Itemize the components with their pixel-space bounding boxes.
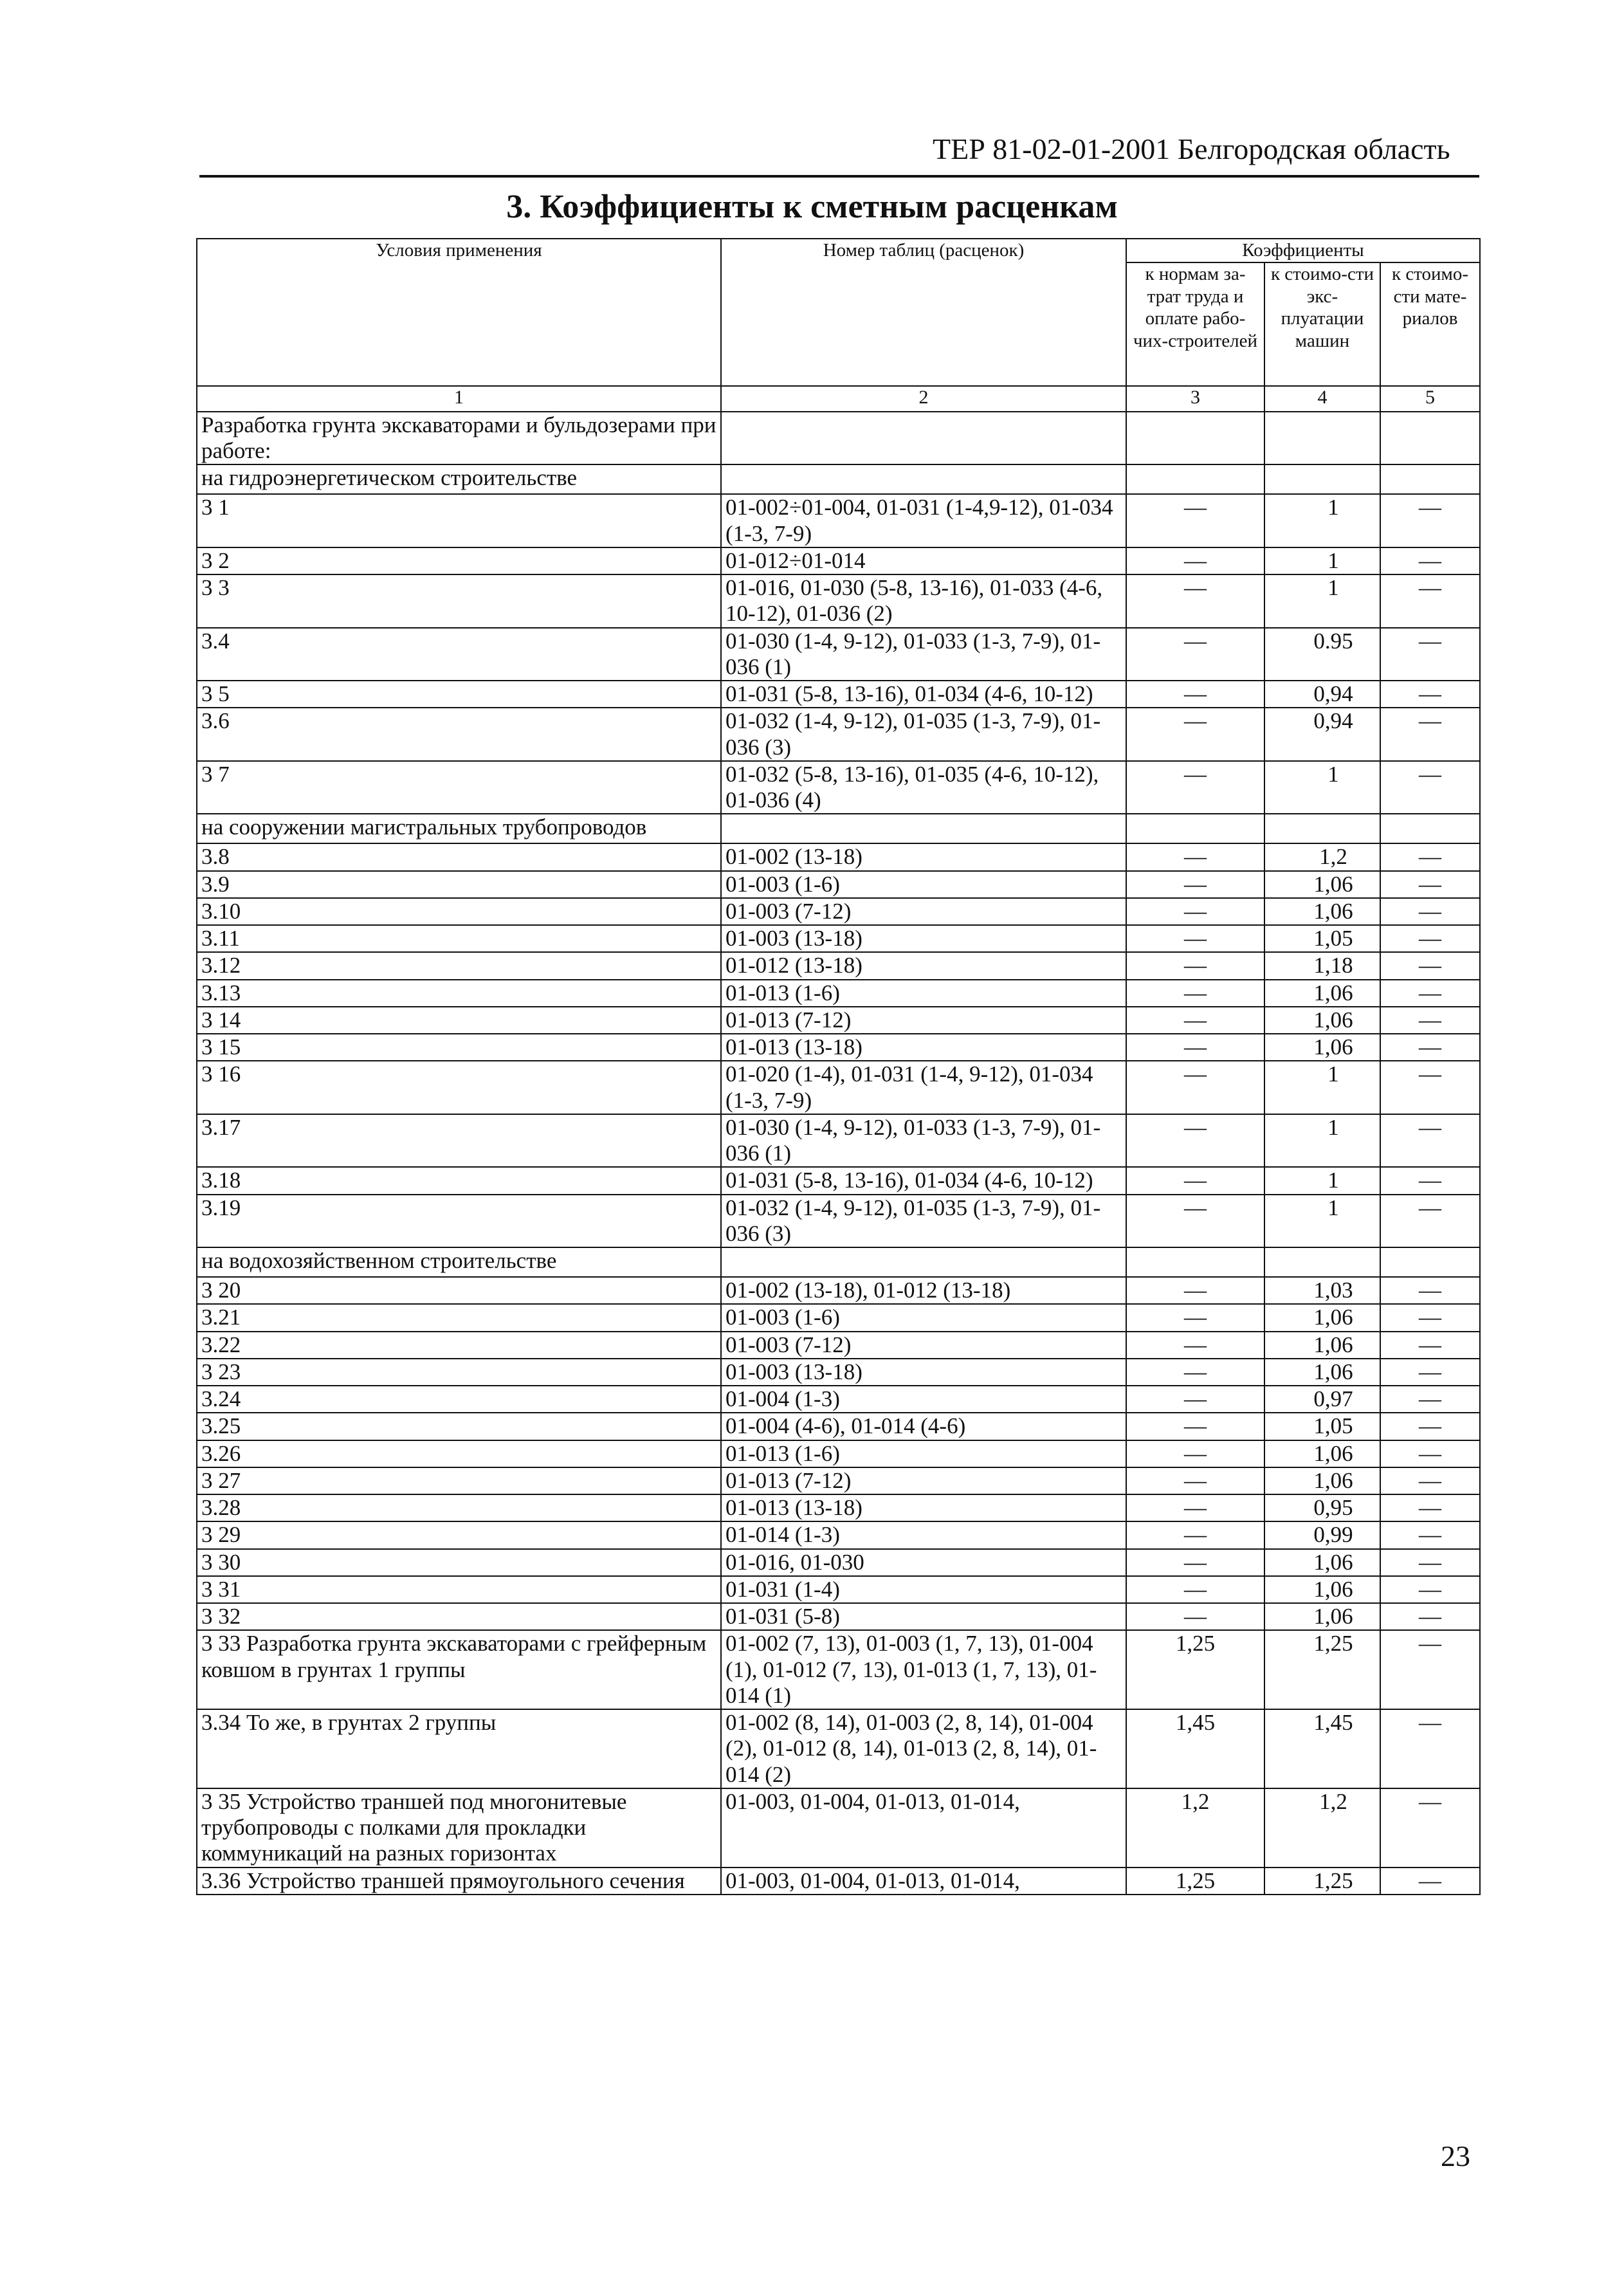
table-row [197,1332,1480,1359]
table-row [197,1603,1480,1630]
machine-coefficient-cell: 0.95 [1264,628,1380,681]
table-number-cell: 01-032 (5-8, 13-16), 01-035 (4-6, 10-12), 01-036 (4) [721,761,1126,814]
machine-coefficient-cell: 1,05 [1264,925,1380,952]
machine-coefficient-cell: 0,97 [1264,1386,1380,1413]
machine-coefficient-cell: 1,06 [1264,1549,1380,1576]
machine-coefficient-cell: 1 [1264,1061,1380,1114]
table-number-cell: 01-004 (1-3) [721,1386,1126,1413]
machine-coefficient-cell: 1,25 [1264,1868,1380,1895]
document-header: ТЕР 81-02-01-2001 Белгородская область [933,133,1450,165]
table-row [197,761,1480,814]
table-row [197,1061,1480,1114]
labor-coefficient-cell: 1,45 [1126,1709,1264,1788]
condition-cell: 3 16 [197,1061,721,1114]
column-number: 3 [1126,386,1264,412]
condition-cell: 3.28 [197,1494,721,1521]
condition-cell: на сооружении магистральных трубопроводов [197,814,721,843]
condition-cell: 3 20 [197,1277,721,1304]
condition-cell: 3 14 [197,1007,721,1034]
table-number-cell [721,1247,1126,1277]
machine-coefficient-cell: 1,06 [1264,1332,1380,1359]
table-row [197,681,1480,708]
materials-coefficient-cell: — [1380,681,1480,708]
condition-cell: 3.9 [197,871,721,898]
table-number-cell: 01-031 (1-4) [721,1576,1126,1603]
table-row [197,1868,1480,1895]
labor-coefficient-cell: — [1126,1167,1264,1194]
table-number-cell: 01-031 (5-8, 13-16), 01-034 (4-6, 10-12) [721,1167,1126,1194]
labor-coefficient-cell: — [1126,1549,1264,1576]
table-number-cell: 01-012 (13-18) [721,952,1126,979]
table-row [197,898,1480,925]
materials-coefficient-cell: — [1380,1114,1480,1168]
materials-coefficient-cell: — [1380,1788,1480,1868]
machine-coefficient-cell: 1,06 [1264,1440,1380,1467]
labor-coefficient-cell [1126,412,1264,465]
machine-coefficient-cell: 1,06 [1264,1007,1380,1034]
labor-coefficient-cell: — [1126,952,1264,979]
table-row [197,1494,1480,1521]
materials-coefficient-cell: — [1380,1386,1480,1413]
table-number-cell: 01-003 (1-6) [721,871,1126,898]
labor-coefficient-cell [1126,814,1264,843]
materials-coefficient-cell: — [1380,1195,1480,1248]
condition-cell: 3.8 [197,843,721,870]
labor-coefficient-cell: — [1126,1304,1264,1331]
labor-coefficient-cell: — [1126,1467,1264,1494]
labor-coefficient-cell: — [1126,1603,1264,1630]
condition-cell: 3 7 [197,761,721,814]
materials-coefficient-cell: — [1380,1630,1480,1709]
machine-coefficient-cell: 1 [1264,761,1380,814]
table-number-cell: 01-016, 01-030 (5-8, 13-16), 01-033 (4-6, 10-12), 01-036 (2) [721,574,1126,628]
table-row [197,464,1480,494]
table-row [197,547,1480,574]
table-row [197,1788,1480,1868]
labor-coefficient-cell: — [1126,925,1264,952]
condition-cell: Разработка грунта экскаваторами и бульдозерами при работе: [197,412,721,465]
condition-cell: 3 5 [197,681,721,708]
condition-cell: 3.17 [197,1114,721,1168]
table-number-cell: 01-002 (13-18), 01-012 (13-18) [721,1277,1126,1304]
labor-coefficient-cell: — [1126,898,1264,925]
column-number-row [197,386,1480,412]
condition-cell: 3.24 [197,1386,721,1413]
labor-coefficient-cell: — [1126,547,1264,574]
labor-coefficient-cell: — [1126,1332,1264,1359]
table-number-cell: 01-014 (1-3) [721,1521,1126,1548]
table-row [197,925,1480,952]
materials-coefficient-cell: — [1380,1359,1480,1386]
labor-coefficient-cell: 1,25 [1126,1868,1264,1895]
table-number-cell: 01-002 (8, 14), 01-003 (2, 8, 14), 01-004 (2), 01-012 (8, 14), 01-013 (2, 8, 14), 01-014 (2) [721,1709,1126,1788]
materials-coefficient-cell: — [1380,547,1480,574]
section-title: 3. Коэффициенты к сметным расценкам [506,188,1118,225]
table-row [197,1304,1480,1331]
table-number-cell: 01-003 (13-18) [721,1359,1126,1386]
table-number-cell: 01-013 (7-12) [721,1007,1126,1034]
machine-coefficient-cell: 0,94 [1264,708,1380,761]
table-number-cell: 01-032 (1-4, 9-12), 01-035 (1-3, 7-9), 01-036 (3) [721,1195,1126,1248]
table-number-cell: 01-003 (7-12) [721,1332,1126,1359]
table-row [197,952,1480,979]
condition-cell: 3.36 Устройство траншей прямоугольного сечения [197,1868,721,1895]
materials-coefficient-cell: — [1380,898,1480,925]
table-row [197,1630,1480,1709]
table-number-cell: 01-020 (1-4), 01-031 (1-4, 9-12), 01-034 (1-3, 7-9) [721,1061,1126,1114]
table-number-cell: 01-013 (1-6) [721,980,1126,1007]
condition-cell: 3 3 [197,574,721,628]
condition-cell: на гидроэнергетическом строительстве [197,464,721,494]
table-number-cell [721,814,1126,843]
table-row [197,871,1480,898]
machine-coefficient-cell: 1,18 [1264,952,1380,979]
condition-cell: 3 27 [197,1467,721,1494]
labor-coefficient-cell: — [1126,843,1264,870]
table-body [197,412,1480,1895]
labor-coefficient-cell: — [1126,1277,1264,1304]
condition-cell: 3.12 [197,952,721,979]
machine-coefficient-cell: 1,45 [1264,1709,1380,1788]
table-row [197,1521,1480,1548]
materials-coefficient-cell: — [1380,761,1480,814]
machine-coefficient-cell: 1,06 [1264,1603,1380,1630]
materials-coefficient-cell: — [1380,1034,1480,1061]
machine-coefficient-cell: 1,06 [1264,1034,1380,1061]
table-row [197,1114,1480,1168]
labor-coefficient-cell: — [1126,1007,1264,1034]
table-row [197,980,1480,1007]
table-number-cell: 01-003 (1-6) [721,1304,1126,1331]
materials-coefficient-cell: — [1380,1521,1480,1548]
condition-cell: 3.21 [197,1304,721,1331]
table-number-cell: 01-003 (13-18) [721,925,1126,952]
labor-coefficient-cell [1126,464,1264,494]
machine-coefficient-cell [1264,814,1380,843]
machine-coefficient-cell: 1,25 [1264,1630,1380,1709]
machine-coefficient-cell [1264,412,1380,465]
table-number-cell: 01-004 (4-6), 01-014 (4-6) [721,1413,1126,1440]
labor-coefficient-cell: — [1126,574,1264,628]
table-row [197,1359,1480,1386]
machine-coefficient-cell: 1 [1264,1167,1380,1194]
table-row [197,1549,1480,1576]
table-number-cell: 01-030 (1-4, 9-12), 01-033 (1-3, 7-9), 01-036 (1) [721,1114,1126,1168]
materials-coefficient-cell: — [1380,925,1480,952]
machine-coefficient-cell: 1,2 [1264,843,1380,870]
materials-coefficient-cell: — [1380,1277,1480,1304]
labor-coefficient-cell: — [1126,1359,1264,1386]
machine-coefficient-cell [1264,464,1380,494]
condition-cell: 3 35 Устройство траншей под многонитевые трубопроводы с полками для прокладки коммуникаций на разных горизонтах [197,1788,721,1868]
machine-coefficient-cell: 1,06 [1264,898,1380,925]
table-row [197,708,1480,761]
table-number-cell: 01-003, 01-004, 01-013, 01-014, [721,1788,1126,1868]
labor-coefficient-cell: — [1126,1413,1264,1440]
machine-coefficient-cell: 1 [1264,494,1380,547]
labor-coefficient-cell: — [1126,1576,1264,1603]
header-labor-coefficient: к нормам за-трат труда и оплате рабо-чих-строителей [1126,262,1264,386]
labor-coefficient-cell: — [1126,708,1264,761]
machine-coefficient-cell: 0,94 [1264,681,1380,708]
labor-coefficient-cell: — [1126,871,1264,898]
materials-coefficient-cell: — [1380,1332,1480,1359]
machine-coefficient-cell: 1 [1264,547,1380,574]
materials-coefficient-cell: — [1380,843,1480,870]
condition-cell: 3 23 [197,1359,721,1386]
machine-coefficient-cell: 1,06 [1264,1467,1380,1494]
condition-cell: 3 31 [197,1576,721,1603]
column-number: 5 [1380,386,1480,412]
column-number: 4 [1264,386,1380,412]
materials-coefficient-cell: — [1380,1440,1480,1467]
labor-coefficient-cell: — [1126,980,1264,1007]
materials-coefficient-cell: — [1380,1549,1480,1576]
materials-coefficient-cell [1380,464,1480,494]
table-number-cell: 01-013 (13-18) [721,1494,1126,1521]
header-conditions: Условия применения [197,239,721,386]
machine-coefficient-cell: 1,05 [1264,1413,1380,1440]
table-number-cell: 01-031 (5-8, 13-16), 01-034 (4-6, 10-12) [721,681,1126,708]
header-coefficients-group: Коэффициенты [1126,239,1480,262]
table-row [197,1467,1480,1494]
machine-coefficient-cell: 1,06 [1264,980,1380,1007]
machine-coefficient-cell: 1 [1264,1114,1380,1168]
condition-cell: 3 29 [197,1521,721,1548]
table-row [197,1034,1480,1061]
labor-coefficient-cell: — [1126,494,1264,547]
materials-coefficient-cell: — [1380,1467,1480,1494]
labor-coefficient-cell: — [1126,1034,1264,1061]
materials-coefficient-cell: — [1380,1868,1480,1895]
table-row [197,1195,1480,1248]
machine-coefficient-cell: 1,03 [1264,1277,1380,1304]
machine-coefficient-cell: 1,2 [1264,1788,1380,1868]
labor-coefficient-cell: 1,2 [1126,1788,1264,1868]
condition-cell: 3 1 [197,494,721,547]
table-number-cell: 01-013 (1-6) [721,1440,1126,1467]
condition-cell: 3.18 [197,1167,721,1194]
page-number: 23 [1441,2140,1470,2172]
table-number-cell: 01-002 (13-18) [721,843,1126,870]
labor-coefficient-cell: — [1126,1521,1264,1548]
labor-coefficient-cell: — [1126,1195,1264,1248]
condition-cell: 3 33 Разработка грунта экскаваторами с грейферным ковшом в грунтах 1 группы [197,1630,721,1709]
condition-cell: 3.26 [197,1440,721,1467]
header-rule [199,175,1479,178]
coefficients-table [196,238,1481,1895]
table-row [197,1709,1480,1788]
column-number: 2 [721,386,1126,412]
labor-coefficient-cell: — [1126,628,1264,681]
condition-cell: 3 15 [197,1034,721,1061]
condition-cell: 3.34 То же, в грунтах 2 группы [197,1709,721,1788]
table-row [197,843,1480,870]
column-number: 1 [197,386,721,412]
materials-coefficient-cell: — [1380,1576,1480,1603]
condition-cell: 3 2 [197,547,721,574]
table-number-cell: 01-002÷01-004, 01-031 (1-4,9-12), 01-034 (1-3, 7-9) [721,494,1126,547]
labor-coefficient-cell: — [1126,1114,1264,1168]
table-row [197,574,1480,628]
labor-coefficient-cell [1126,1247,1264,1277]
table-row [197,1247,1480,1277]
condition-cell: 3.22 [197,1332,721,1359]
labor-coefficient-cell: — [1126,1494,1264,1521]
machine-coefficient-cell: 1,06 [1264,1304,1380,1331]
table-row [197,814,1480,843]
machine-coefficient-cell: 1 [1264,1195,1380,1248]
table-row [197,1007,1480,1034]
condition-cell: 3.13 [197,980,721,1007]
header-materials-coefficient: к стоимо-сти мате-риалов [1380,262,1480,386]
condition-cell: 3.4 [197,628,721,681]
machine-coefficient-cell: 0,95 [1264,1494,1380,1521]
condition-cell: 3 32 [197,1603,721,1630]
header-machine-coefficient: к стоимо-сти экс-плуатации машин [1264,262,1380,386]
condition-cell: на водохозяйственном строительстве [197,1247,721,1277]
table-row [197,628,1480,681]
materials-coefficient-cell: — [1380,1494,1480,1521]
table-row [197,1413,1480,1440]
table-number-cell: 01-032 (1-4, 9-12), 01-035 (1-3, 7-9), 01-036 (3) [721,708,1126,761]
labor-coefficient-cell: — [1126,761,1264,814]
materials-coefficient-cell: — [1380,1413,1480,1440]
table-row [197,1440,1480,1467]
table-number-cell [721,464,1126,494]
machine-coefficient-cell [1264,1247,1380,1277]
table-number-cell: 01-030 (1-4, 9-12), 01-033 (1-3, 7-9), 01-036 (1) [721,628,1126,681]
materials-coefficient-cell: — [1380,494,1480,547]
table-number-cell: 01-013 (13-18) [721,1034,1126,1061]
materials-coefficient-cell: — [1380,1007,1480,1034]
table-number-cell [721,412,1126,465]
condition-cell: 3.11 [197,925,721,952]
table-number-cell: 01-016, 01-030 [721,1549,1126,1576]
machine-coefficient-cell: 0,99 [1264,1521,1380,1548]
table-number-cell: 01-013 (7-12) [721,1467,1126,1494]
condition-cell: 3.6 [197,708,721,761]
machine-coefficient-cell: 1,06 [1264,1359,1380,1386]
materials-coefficient-cell: — [1380,1061,1480,1114]
materials-coefficient-cell: — [1380,952,1480,979]
materials-coefficient-cell: — [1380,574,1480,628]
machine-coefficient-cell: 1 [1264,574,1380,628]
materials-coefficient-cell: — [1380,1709,1480,1788]
condition-cell: 3.10 [197,898,721,925]
materials-coefficient-cell: — [1380,628,1480,681]
labor-coefficient-cell: — [1126,1061,1264,1114]
machine-coefficient-cell: 1,06 [1264,871,1380,898]
labor-coefficient-cell: 1,25 [1126,1630,1264,1709]
materials-coefficient-cell: — [1380,708,1480,761]
condition-cell: 3.25 [197,1413,721,1440]
table-row [197,1277,1480,1304]
labor-coefficient-cell: — [1126,1386,1264,1413]
machine-coefficient-cell: 1,06 [1264,1576,1380,1603]
materials-coefficient-cell: — [1380,1167,1480,1194]
materials-coefficient-cell: — [1380,871,1480,898]
table-number-cell: 01-002 (7, 13), 01-003 (1, 7, 13), 01-004 (1), 01-012 (7, 13), 01-013 (1, 7, 13), 01-014 (1) [721,1630,1126,1709]
labor-coefficient-cell: — [1126,681,1264,708]
header-table-numbers: Номер таблиц (расценок) [721,239,1126,386]
labor-coefficient-cell: — [1126,1440,1264,1467]
materials-coefficient-cell [1380,412,1480,465]
condition-cell: 3 30 [197,1549,721,1576]
table-row [197,1576,1480,1603]
table-number-cell: 01-031 (5-8) [721,1603,1126,1630]
materials-coefficient-cell [1380,814,1480,843]
table-row [197,1167,1480,1194]
table-row [197,494,1480,547]
materials-coefficient-cell: — [1380,980,1480,1007]
table-number-cell: 01-012÷01-014 [721,547,1126,574]
table-row [197,412,1480,465]
materials-coefficient-cell [1380,1247,1480,1277]
table-number-cell: 01-003, 01-004, 01-013, 01-014, [721,1868,1126,1895]
condition-cell: 3.19 [197,1195,721,1248]
table-row [197,1386,1480,1413]
table-number-cell: 01-003 (7-12) [721,898,1126,925]
materials-coefficient-cell: — [1380,1603,1480,1630]
materials-coefficient-cell: — [1380,1304,1480,1331]
